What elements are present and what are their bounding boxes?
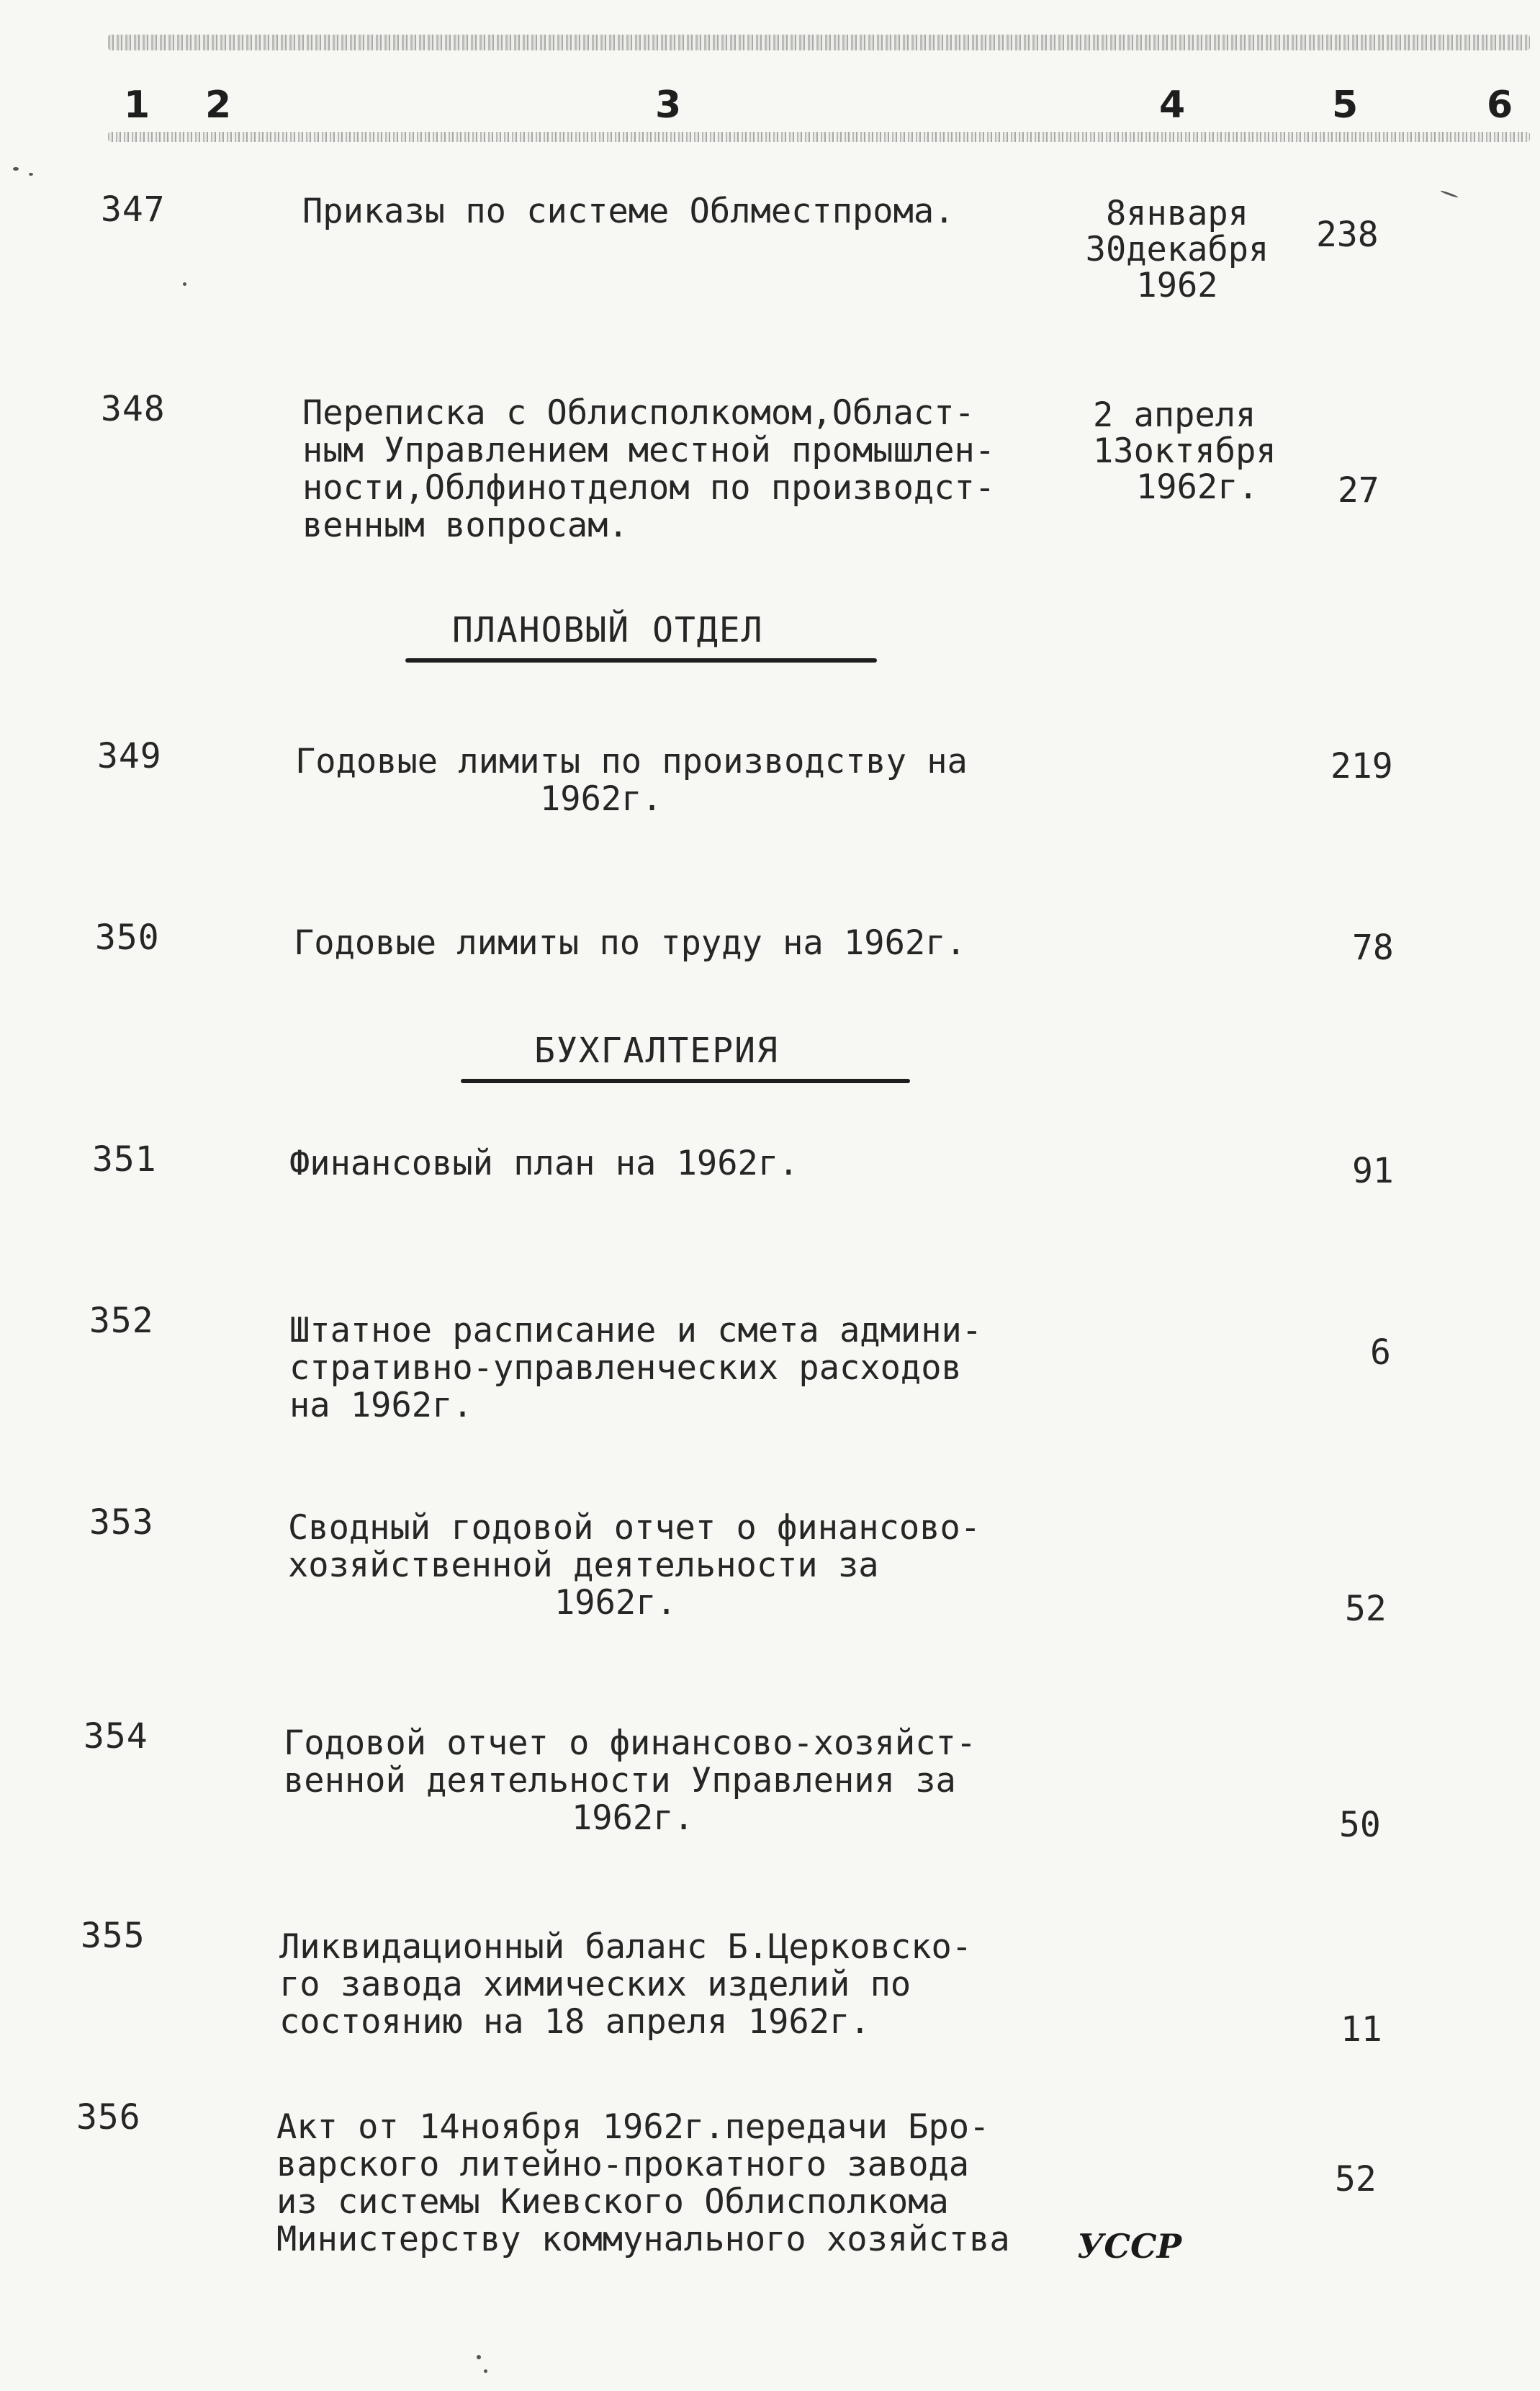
sheet-count: 11 — [1341, 2009, 1382, 2050]
sheet-count: 78 — [1352, 928, 1394, 968]
column-header-strip — [108, 20, 1540, 150]
description-line: 1962г. — [572, 1798, 694, 1838]
scan-speck — [13, 167, 19, 171]
column-number-4: 4 — [1159, 84, 1186, 127]
description-line: Годовые лимиты по труду на 1962г. — [294, 923, 966, 963]
sheet-count: 91 — [1352, 1151, 1394, 1191]
description-line: Штатное расписание и смета админи- — [289, 1311, 983, 1350]
description-line: состоянию на 18 апреля 1962г. — [279, 2002, 870, 2042]
sheet-count: 52 — [1345, 1589, 1387, 1629]
entry-number: 353 — [89, 1502, 154, 1543]
description-line: Акт от 14ноября 1962г.передачи Бро- — [276, 2107, 990, 2147]
description-line: 1962г. — [554, 1583, 677, 1623]
description-line: ным Управлением местной промышлен- — [302, 431, 996, 470]
description-line: Министерству коммунального хозяйства — [276, 2220, 1010, 2259]
description-line: го завода химических изделий по — [279, 1965, 911, 2004]
scan-speck — [29, 173, 33, 176]
section-underline — [405, 658, 877, 663]
scan-speck — [484, 2369, 487, 2373]
column-number-3: 3 — [655, 84, 682, 127]
entry-number: 352 — [89, 1301, 154, 1341]
column-number-5: 5 — [1332, 84, 1359, 127]
sheet-count: 238 — [1316, 215, 1379, 255]
entry-description — [288, 1509, 981, 1622]
sheet-count: 6 — [1370, 1332, 1391, 1373]
entry-number: 347 — [101, 189, 166, 230]
description-line: на 1962г. — [289, 1386, 473, 1425]
description-line: венной деятельности Управления за — [284, 1761, 956, 1800]
section-title: ПЛАНОВЫЙ ОТДЕЛ — [452, 610, 764, 650]
column-number-1: 1 — [124, 84, 150, 127]
date-year: 1962 — [1136, 266, 1218, 305]
entry-number: 350 — [95, 918, 160, 958]
entry-description — [276, 2109, 1010, 2258]
section-underline — [461, 1079, 910, 1083]
description-line: 1962г. — [540, 779, 662, 819]
entry-dates — [1073, 196, 1282, 304]
column-number-6: 6 — [1487, 84, 1513, 127]
description-line: Финансовый план на 1962г. — [289, 1144, 799, 1183]
description-line: варского литейно-прокатного завода — [276, 2145, 970, 2184]
description-line: Переписка с Облисполкомом,Област- — [302, 393, 975, 433]
entry-description — [294, 925, 966, 962]
entry-number: 356 — [76, 2097, 141, 2137]
description-line: Годовой отчет о финансово-хозяйст- — [284, 1723, 977, 1763]
date-end: 30декабря — [1085, 230, 1269, 269]
description-line: венным вопросам. — [302, 506, 629, 545]
entry-description — [302, 193, 954, 230]
column-number-2: 2 — [205, 84, 232, 127]
description-line: Годовые лимиты по производству на — [295, 742, 968, 781]
header-smudge-bottom — [108, 132, 1530, 142]
entry-number: 349 — [97, 736, 162, 776]
date-end: 13октября — [1093, 431, 1276, 471]
sheet-count: 219 — [1330, 746, 1393, 786]
scan-speck — [477, 2355, 481, 2359]
sheet-count: 50 — [1339, 1805, 1381, 1845]
entry-description — [302, 395, 995, 544]
scan-speck — [1440, 190, 1458, 199]
section-title: БУХГАЛТЕРИЯ — [534, 1031, 779, 1071]
description-line: хозяйственной деятельности за — [288, 1546, 879, 1585]
description-line: ности,Облфинотделом по производст- — [302, 468, 996, 508]
sheet-count: 52 — [1335, 2159, 1377, 2199]
handwritten-addition: УССР — [1077, 2227, 1182, 2266]
header-smudge-top — [108, 35, 1530, 50]
description-line: Сводный годовой отчет о финансово- — [288, 1508, 981, 1548]
description-line: из системы Киевского Облисполкома — [276, 2182, 949, 2222]
entry-description — [289, 1312, 982, 1425]
entry-description — [289, 1145, 798, 1183]
description-line: Приказы по системе Облместпрома. — [302, 192, 955, 231]
description-line: стративно-управленческих расходов — [289, 1348, 962, 1388]
date-year: 1962г. — [1136, 467, 1258, 507]
entry-dates — [1093, 395, 1302, 507]
entry-description — [284, 1725, 976, 1837]
entry-number: 354 — [84, 1716, 148, 1757]
entry-description — [279, 1929, 972, 2041]
description-line: Ликвидационный баланс Б.Церковско- — [279, 1927, 973, 1967]
entry-number: 351 — [92, 1139, 157, 1180]
date-start: 2 апреля — [1093, 395, 1256, 435]
sheet-count: 27 — [1338, 470, 1379, 511]
date-start: 8января — [1105, 194, 1249, 233]
scan-speck — [183, 282, 186, 286]
entry-number: 348 — [101, 389, 166, 429]
entry-description — [295, 743, 968, 818]
entry-number: 355 — [81, 1916, 145, 1956]
